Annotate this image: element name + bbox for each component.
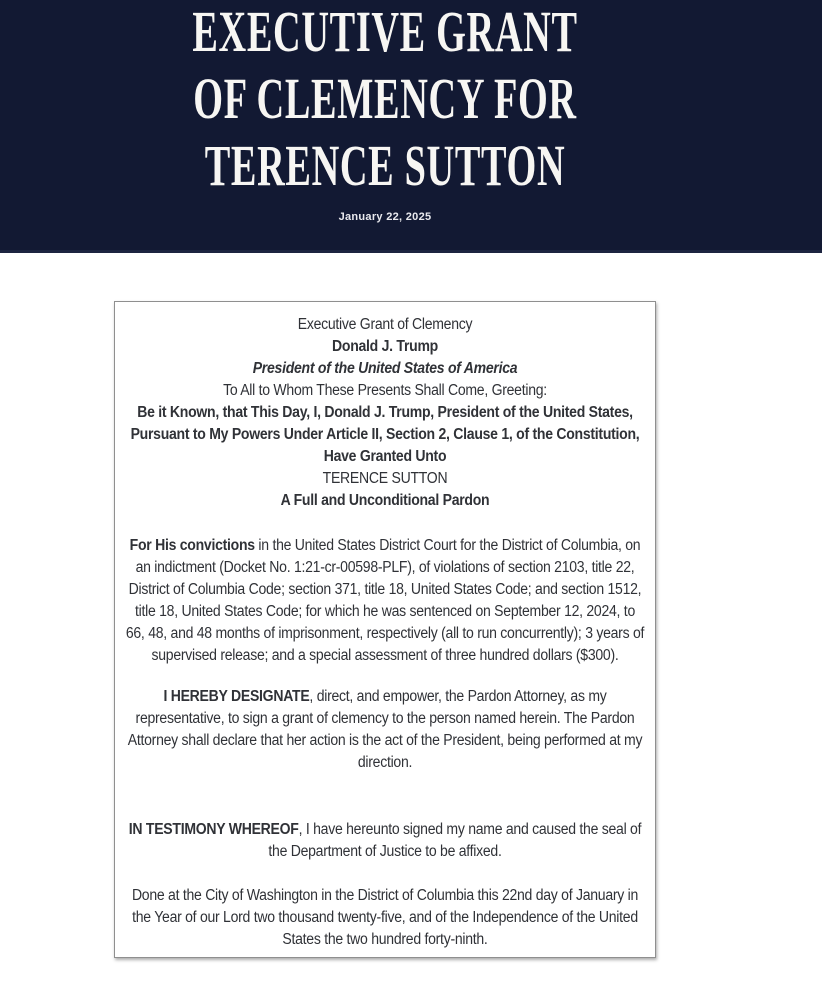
preamble-line: To All to Whom These Presents Shall Come, Greeting: <box>223 382 547 399</box>
header-banner <box>0 0 822 253</box>
preamble-line: Donald J. Trump <box>332 338 438 355</box>
paragraph-lead: IN TESTIMONY WHEREOF <box>128 821 299 838</box>
paragraph-lead: I HEREBY DESIGNATE <box>163 688 310 705</box>
preamble-line: Pursuant to My Powers Under Article II, Section 2, Clause 1, of the Constitution, <box>130 426 640 443</box>
pardon-type-line: A Full and Unconditional Pardon <box>280 492 490 509</box>
done-at-paragraph <box>124 885 646 951</box>
paragraph-body: in the United States District Court for the District of Columbia, on an indictment (Docket No. 1:21-cr-00598-PLF), of violations of section 2103, title 22, District of Columbia Code; section 371, title 18, United States Code; and section 1512, title 18, United States Code; for which he was sentenced on September 12, 2024, to 66, 48, and 48 months of imprisonment, respectively (all to run concurrently); 3 years of supervised release; and a special assessment of three hundred dollars ($300). <box>125 537 645 664</box>
main-content <box>0 253 770 958</box>
paragraph-body: , I have hereunto signed my name and caused the seal of the Department of Justice to be affixed. <box>268 821 642 860</box>
preamble-line: Have Granted Unto <box>323 448 447 465</box>
paragraph-body: , direct, and empower, the Pardon Attorney, as my representative, to sign a grant of clemency to the person named herein. The Pardon Attorney shall declare that her action is the act of the President, being performed at my direction. <box>127 688 643 771</box>
clemency-document-text <box>124 314 646 951</box>
publish-date: January 22, 2025 <box>338 211 432 223</box>
page-title-line: TERENCE SUTTON <box>204 133 566 198</box>
paragraph-lead: For His convictions <box>129 537 255 554</box>
clemency-document-box <box>114 301 656 958</box>
convictions-paragraph <box>124 535 646 667</box>
preamble-line: Be it Known, that This Day, I, Donald J. Trump, President of the United States, <box>137 404 633 421</box>
designation-paragraph <box>124 686 646 774</box>
page-title <box>131 0 639 199</box>
grantee-name: TERENCE SUTTON <box>322 470 448 487</box>
preamble-line: President of the United States of America <box>252 360 518 377</box>
testimony-paragraph <box>124 819 646 863</box>
preamble-line: Executive Grant of Clemency <box>297 316 473 333</box>
paragraph-body: Done at the City of Washington in the District of Columbia this 22nd day of January in the Year of our Lord two thousand twenty-five, and of the Independence of the United States the two hundred forty-ninth. <box>131 887 639 948</box>
page-title-line: OF CLEMENCY FOR <box>193 66 577 131</box>
page-title-line: EXECUTIVE GRANT <box>192 0 578 64</box>
